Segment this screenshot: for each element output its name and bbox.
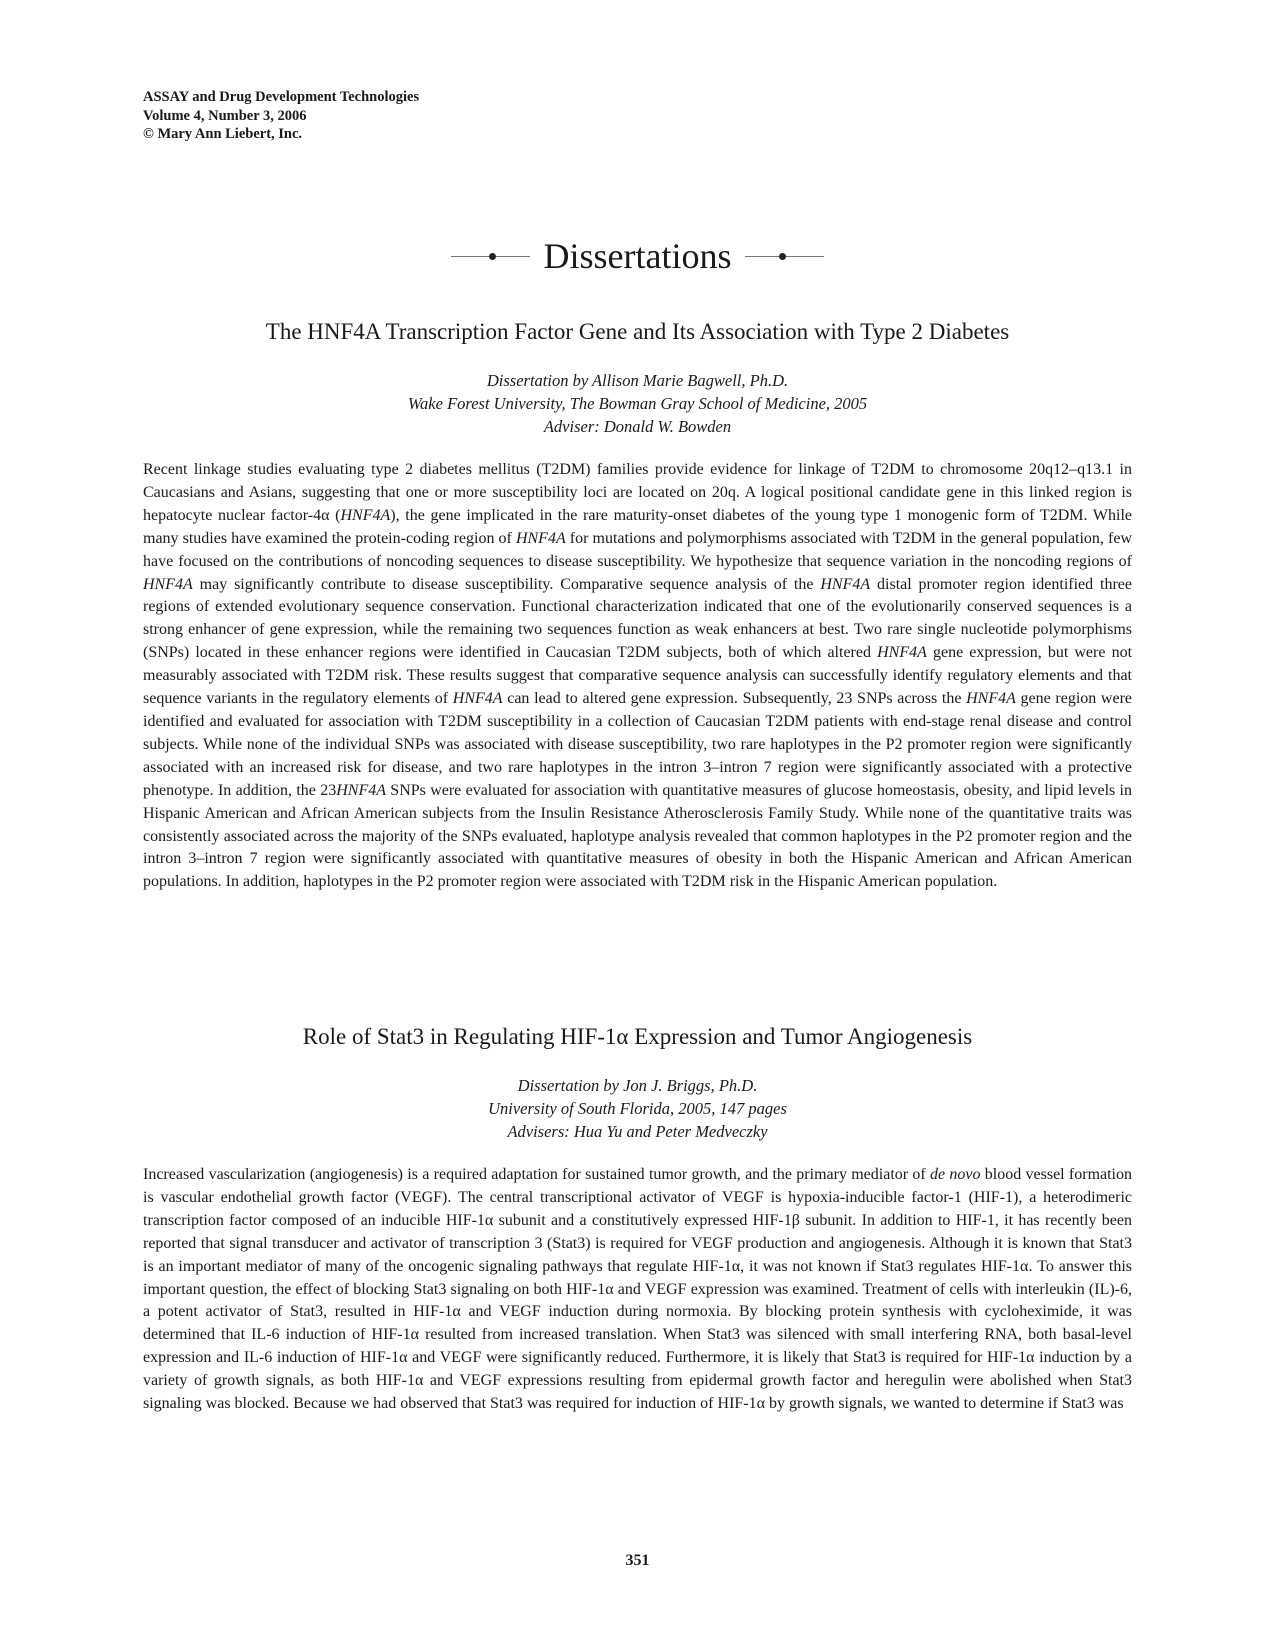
right-dot: [779, 253, 786, 260]
left-rule-inner: [496, 256, 530, 257]
left-ornament: [451, 253, 530, 260]
section-title: Dissertations: [543, 236, 732, 276]
right-ornament: [745, 253, 824, 260]
gene-name: HNF4A: [336, 781, 386, 799]
right-rule-inner: [745, 256, 779, 257]
page-number: 351: [625, 1552, 650, 1569]
abstract-text: blood vessel formation is vascular endothelial growth factor (VEGF). The central transcriptional activator of VEGF is hypoxia-inducible factor-1 (HIF-1), a heterodimeric transcription factor composed of an inducible HIF-1α subunit and a constitutively expressed HIF-1β subunit. In addition to HIF-1, it has recently been reported that signal transducer and activator of transcription 3 (Stat3) is required for VEGF production and angiogenesis. Although it is known that Stat3 is an important mediator of many of the oncogenic signaling pathways that regulate HIF-1α, it was not known if Stat3 regulates HIF-1α. To answer this important question, the effect of blocking Stat3 signaling on both HIF-1α and VEGF expression was examined. Treatment of cells with interleukin (IL)-6, a potent activator of Stat3, resulted in HIF-1α and VEGF induction during normoxia. By blocking protein synthesis with cycloheximide, it was determined that IL-6 induction of HIF-1α resulted from increased translation. When Stat3 was silenced with small interfering RNA, both basal-level expression and IL-6 induction of HIF-1α and VEGF were significantly reduced. Furthermore, it is likely that Stat3 is required for HIF-1α induction by a variety of growth signals, as both HIF-1α and VEGF expressions resulting from epidermal growth factor and heregulin were abolished when Stat3 signaling was blocked. Because we had observed that Stat3 was required for induction of HIF-1α by growth signals, we wanted to determine if Stat3 was: [143, 1166, 1133, 1413]
emphasis: de novo: [930, 1166, 981, 1183]
gene-name: HNF4A: [966, 690, 1016, 708]
abstract-text: gene region were identified and evaluated for association with T2DM susceptibility in a collection of Caucasian T2DM patients with end-stage renal disease and control subjects. While none of the individual SNPs was associated with disease susceptibility, two rare haplotypes in the P2 promoter region were significantly associated with an increased risk for disease, and two rare haplotypes in the intron 3–intron 7 region were significantly associated with a protective phenotype. In addition, the 23: [143, 690, 1133, 799]
article-byline: [143, 369, 1132, 438]
adviser: Adviser: Donald W. Bowden: [543, 417, 732, 436]
journal-copyright: © Mary Ann Liebert, Inc.: [143, 126, 303, 142]
article-title: The HNF4A Transcription Factor Gene and Its Association with Type 2 Diabetes: [265, 319, 1010, 344]
abstract-text: ), the gene implicated in the rare maturity-onset diabetes of the young type 1 monogenic form of T2DM. While many studies have examined the protein-coding region of: [143, 506, 1132, 547]
institution: Wake Forest University, The Bowman Gray School of Medicine, 2005: [407, 394, 868, 413]
left-dot: [489, 253, 496, 260]
section-heading: [0, 230, 1275, 282]
gene-name: HNF4A: [820, 575, 871, 593]
abstract-text: Increased vascularization (angiogenesis) is a required adaptation for sustained tumor growth, and the primary mediator of: [143, 1166, 930, 1183]
adviser: Advisers: Hua Yu and Peter Medveczky: [507, 1122, 768, 1141]
abstract-text: for mutations and polymorphisms associated with T2DM in the general population, few have focused on the contributions of noncoding sequences to disease susceptibility. We hypothesize that sequence variation in the noncoding regions of: [143, 529, 1132, 570]
journal-header: [143, 88, 419, 144]
abstract-text: distal promoter region identified three regions of extended evolutionary sequence conservation. Functional characterization indicated that one of the evolutionarily conserved sequences is a strong enhancer of gene expression, while the remaining two sequences function as weak enhancers at best. Two rare single nucleotide polymorphisms (SNPs) located in these enhancer regions were identified in Caucasian T2DM subjects, both of which altered: [143, 575, 1133, 662]
gene-name: HNF4A: [515, 529, 566, 547]
gene-name: HNF4A: [340, 506, 391, 524]
gene-name: HNF4A: [452, 690, 503, 708]
left-rule: [451, 256, 489, 257]
gene-name: HNF4A: [877, 644, 927, 662]
author: Dissertation by Allison Marie Bagwell, Ph.D.: [486, 371, 789, 390]
abstract-text: gene expression, but were not measurably associated with T2DM risk. These results suggest that comparative sequence analysis can successfully identify regulatory elements and that sequence variants in the regulatory elements of: [143, 644, 1133, 708]
institution: University of South Florida, 2005, 147 pages: [488, 1099, 787, 1118]
author: Dissertation by Jon J. Briggs, Ph.D.: [517, 1076, 758, 1095]
journal-volume: Volume 4, Number 3, 2006: [143, 107, 307, 124]
article-title: Role of Stat3 in Regulating HIF-1α Expression and Tumor Angiogenesis: [302, 1024, 973, 1049]
abstract-text: SNPs were evaluated for association with quantitative measures of glucose homeostasis, obesity, and lipid levels in Hispanic American and African American subjects from the Insulin Resistance Atherosclerosis Family Study. While none of the quantitative traits was consistently associated across the majority of the SNPs evaluated, haplotype analysis revealed that common haplotypes in the P2 promoter region and the intron 3–intron 7 region were significantly associated with quantitative measures of obesity in both the Hispanic American and African American populations. In addition, haplotypes in the P2 promoter region were associated with T2DM risk in the Hispanic American population.: [143, 781, 1132, 891]
article-abstract: [143, 459, 1132, 894]
gene-name: HNF4A: [143, 575, 193, 593]
journal-name: ASSAY and Drug Development Technologies: [143, 89, 420, 105]
abstract-text: can lead to altered gene expression. Subsequently, 23 SNPs across the: [502, 690, 967, 708]
abstract-text: Recent linkage studies evaluating type 2 diabetes mellitus (T2DM) families provide evidence for linkage of T2DM to chromosome 20q12–q13.1 in Caucasians and Asians, suggesting that one or more susceptibility loci are located on 20q. A logical positional candidate gene in this linked region is hepatocyte nuclear factor-4α (: [143, 461, 1132, 524]
article-byline: [143, 1074, 1132, 1143]
article-abstract: [143, 1164, 1132, 1416]
right-rule: [786, 256, 824, 257]
abstract-text: may significantly contribute to disease susceptibility. Comparative sequence analysis of the: [192, 575, 821, 593]
